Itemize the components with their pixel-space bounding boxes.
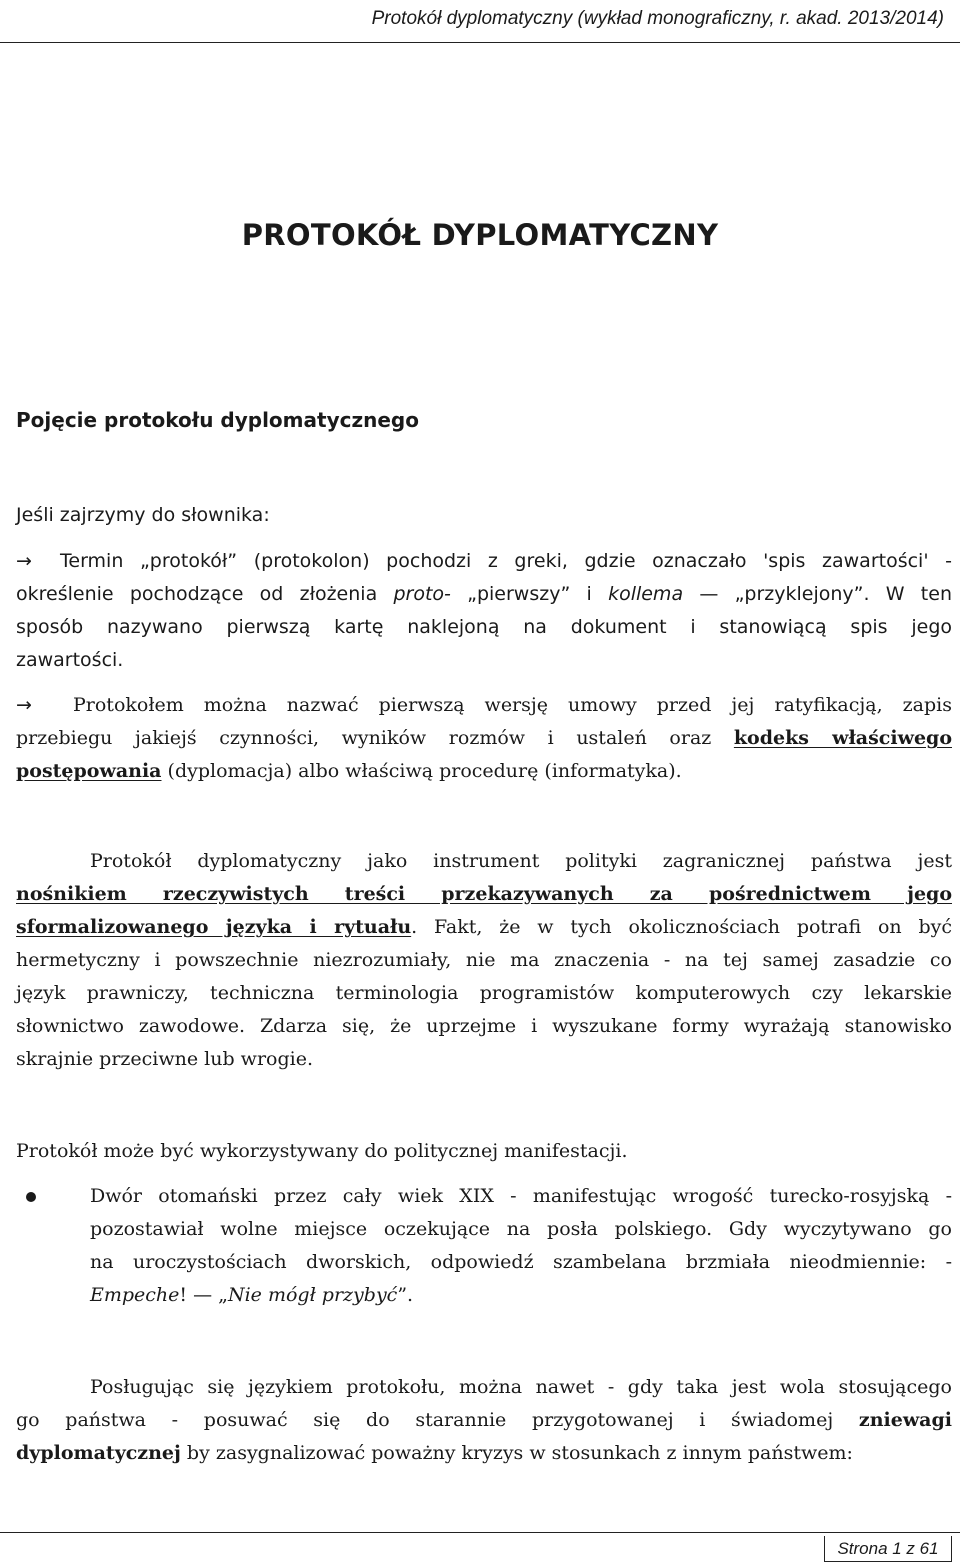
- para4-line1: Posługując się językiem protokołu, można nawet - gdy taka jest wola stosującego: [90, 1376, 952, 1398]
- paragraph-insult: [16, 1371, 952, 1470]
- para4-bold: zniewagi: [858, 1409, 952, 1431]
- item1-line1: Termin „protokół” (protokolon) pochodzi z greki, gdzie oznaczało 'spis zawartości' -: [60, 550, 952, 572]
- arrow-icon: →: [16, 550, 32, 572]
- intro-line: [16, 499, 952, 532]
- para2-line7: skrajnie przeciwne lub wrogie.: [16, 1048, 313, 1070]
- item1-line4: zawartości.: [16, 649, 124, 671]
- bullet-item: [90, 1180, 952, 1312]
- paragraph-manifestation: [16, 1135, 952, 1168]
- para2-line4: hermetyczny i powszechnie niezrozumiały, nie ma znaczenia - na tej samej zasadzie co: [16, 949, 952, 971]
- para2-line5: język prawniczy, techniczna terminologia programistów komputerowych czy lekarskie: [16, 982, 952, 1004]
- item2-underlined: kodeks właściwego: [733, 727, 952, 749]
- bullet-empeche: Empeche: [90, 1284, 180, 1306]
- para2-line6: słownictwo zawodowe. Zdarza się, że uprzejme i wyszukane formy wyrażają stanowisko: [16, 1015, 952, 1037]
- item2-underlined-2: postępowania: [16, 760, 162, 782]
- intro-text: Jeśli zajrzymy do słownika:: [16, 504, 270, 526]
- para4-bold-2: dyplomatycznej: [16, 1442, 181, 1464]
- running-header: Protokół dyplomatyczny (wykład monograficzny, r. akad. 2013/2014): [371, 8, 944, 29]
- item1-line2b: „pierwszy” i: [450, 583, 609, 605]
- item2-line2a: przebiegu jakiejś czynności, wyników rozmów i ustaleń oraz: [16, 727, 734, 749]
- item2-line3: (dyplomacja) albo właściwą procedurę (informatyka).: [161, 760, 682, 782]
- item1-line2c: — „przyklejony”. W ten: [683, 583, 952, 605]
- footer-rule: [0, 1532, 960, 1533]
- para4-line2: go państwa - posuwać się do starannie przygotowanej i świadomej: [16, 1409, 859, 1431]
- para3-text: Protokół może być wykorzystywany do politycznej manifestacji.: [16, 1140, 628, 1162]
- arrow-icon: →: [16, 694, 32, 716]
- arrow-item-2: [16, 689, 952, 788]
- bullet-end: ”.: [397, 1284, 414, 1306]
- para2-line1: Protokół dyplomatyczny jako instrument polityki zagranicznej państwa jest: [90, 850, 952, 872]
- document-title: PROTOKÓŁ DYPLOMATYCZNY: [241, 218, 719, 252]
- section-heading: Pojęcie protokołu dyplomatycznego: [16, 408, 419, 432]
- bullet-line1: Dwór otomański przez cały wiek XIX - manifestując wrogość turecko-rosyjską -: [90, 1185, 952, 1207]
- item2-line1: Protokołem można nazwać pierwszą wersję umowy przed jej ratyfikacją, zapis: [73, 694, 952, 716]
- para2-line2: nośnikiem rzeczywistych treści przekazywanych za pośrednictwem jego: [16, 883, 952, 905]
- para2-line3: . Fakt, że w tych okolicznościach potrafi on być: [411, 916, 952, 938]
- bullet-icon: [26, 1192, 36, 1202]
- bullet-quote: Nie mógł przybyć: [227, 1284, 398, 1306]
- bullet-line3: na uroczystościach dworskich, odpowiedź szambelana brzmiała nieodmiennie: -: [90, 1251, 952, 1273]
- page-number: Strona 1 z 61: [824, 1536, 952, 1562]
- item1-kollema: kollema: [608, 583, 684, 605]
- arrow-item-1: [16, 545, 952, 677]
- para2-underlined: sformalizowanego języka i rytuału: [16, 916, 412, 938]
- bullet-line2: pozostawiał wolne miejsce oczekujące na posła polskiego. Gdy wyczytywano go: [90, 1218, 952, 1240]
- item1-line3: sposób nazywano pierwszą kartę naklejoną na dokument i stanowiącą spis jego: [16, 616, 952, 638]
- para4-line3: by zasygnalizować poważny kryzys w stosunkach z innym państwem:: [180, 1442, 853, 1464]
- item1-line2a: określenie pochodzące od złożenia: [16, 583, 394, 605]
- header-rule: [0, 42, 960, 43]
- item1-proto: proto-: [393, 583, 451, 605]
- bullet-dash: ! — „: [179, 1284, 228, 1306]
- paragraph-instrument: [16, 845, 952, 1076]
